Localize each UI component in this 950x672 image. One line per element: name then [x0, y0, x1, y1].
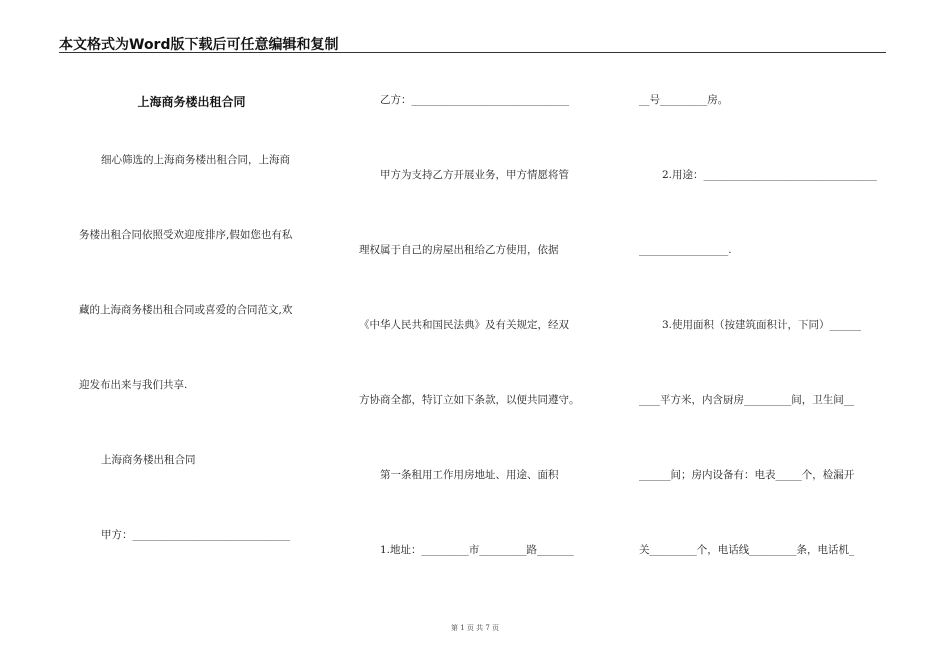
middle-column-line: 理权属于自己的房屋出租给乙方使用，依据	[359, 244, 559, 256]
middle-column-line: 方协商全都，特订立如下条款，以便共同遵守。	[359, 394, 580, 406]
page-number-footer: 第 1 页 共 7 页	[450, 624, 500, 632]
right-column-line: ______间；房内设备有：电表_____个，检漏开	[639, 469, 855, 481]
left-column-line: 迎发布出来与我们共享.	[79, 379, 188, 391]
middle-column-line: 甲方为支持乙方开展业务，甲方情愿将管	[380, 169, 569, 181]
right-column-line: 关_________个，电话线_________条，电话机_	[639, 544, 855, 556]
right-column-line: _________________.	[639, 244, 732, 256]
header-divider	[59, 52, 886, 53]
left-column-line: 细心筛选的上海商务楼出租合同，上海商	[101, 154, 290, 166]
middle-column-line: 第一条租用工作用房地址、用途、面积	[380, 469, 559, 481]
left-column-line: 上海商务楼出租合同	[101, 454, 196, 466]
header-title: 本文格式为Word版下载后可任意编辑和复制	[59, 37, 339, 53]
middle-column-line: 1.地址：_________市_________路_______	[380, 544, 574, 556]
middle-column-line: 《中华人民共和国民法典》及有关规定，经双	[359, 319, 569, 331]
left-column-line: 务楼出租合同依照受欢迎度排序,假如您也有私	[79, 229, 293, 241]
document-title: 上海商务楼出租合同	[137, 95, 246, 109]
right-column-line: 2.用途：_________________________________	[662, 169, 877, 181]
left-column-line: 甲方：______________________________	[101, 529, 290, 541]
right-column-line: ____平方米，内含厨房_________间，卫生间__	[639, 394, 855, 406]
middle-column-line: 乙方：______________________________	[380, 94, 569, 106]
right-column-line: 3.使用面积（按建筑面积计，下同）______	[662, 319, 862, 331]
right-column-line: __号_________房。	[639, 94, 729, 106]
left-column-line: 藏的上海商务楼出租合同或喜爱的合同范文,欢	[79, 304, 293, 316]
